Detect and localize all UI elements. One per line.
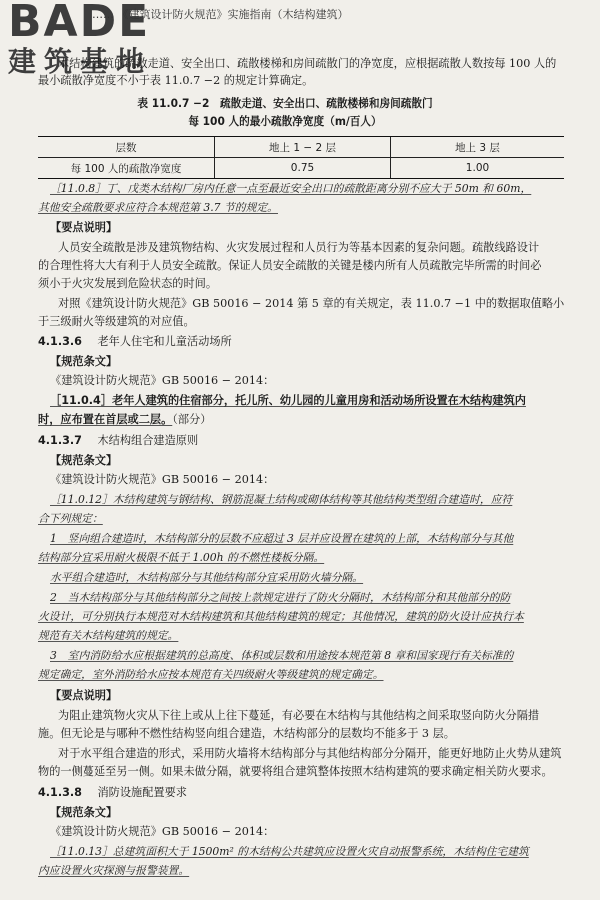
- clause-11-0-13-line-1: ［11.0.13］总建筑面积大于 1500m² 的木结构公共建筑应设置火灾自动报警系统，木结构住宅建筑: [50, 845, 529, 858]
- spec-clause-heading: 【规范条文】: [50, 806, 118, 819]
- clause-item-1: 1 竖向组合建造时，木结构部分的层数不应超过 3 层并应设置在建筑的上部，木结构部分与其他: [50, 532, 514, 545]
- paragraph-line: 为阻止建筑物火灾从下往上或从上往下蔓延，有必要在木结构与其他结构之间采取竖向防火分隔措: [58, 709, 540, 722]
- spec-clause-heading: 【规范条文】: [50, 355, 118, 368]
- table-cell: 0.75: [215, 158, 391, 179]
- table-cell: 每 100 人的疏散净宽度: [38, 158, 215, 179]
- clause-11-0-8-line-2: 其他安全疏散要求应符合本规范第 3.7 节的规定。: [38, 201, 278, 214]
- watermark-chinese: 建筑基地: [8, 45, 153, 78]
- paragraph-line: 人员安全疏散是涉及建筑物结构、火灾发展过程和人员行为等基本因素的复杂问题。疏散线路设计: [58, 241, 540, 254]
- clause-item-3: 3 室内消防给水应根据建筑的总高度、体积或层数和用途按本规范第 8 章和国家现行有关标准的: [50, 649, 514, 662]
- section-heading-4-1-3-6: [38, 334, 232, 350]
- section-title: 老年人住宅和儿童活动场所: [97, 335, 232, 348]
- running-header: …… 《建筑设计防火规范》实施指南（木结构建筑）: [92, 8, 349, 21]
- key-points-heading: 【要点说明】: [50, 221, 118, 234]
- table-header-cell: 层数: [38, 137, 215, 158]
- section-heading-4-1-3-8: [38, 785, 187, 801]
- paragraph-line: 对于水平组合建造的形式，采用防火墙将木结构部分与其他结构部分分隔开，能更好地防止火势从建筑: [58, 747, 562, 760]
- spec-source: 《建筑设计防火规范》GB 50016 − 2014：: [50, 825, 275, 838]
- clause-11-0-4-line-2: 时，应布置在首层或二层。（部分）: [38, 413, 212, 426]
- intro-line-1: 木结构建筑的疏散走道、安全出口、疏散楼梯和房间疏散门的净宽度，应根据疏散人数按每 100 人的: [58, 57, 557, 70]
- clause-item-1-horizontal: 水平组合建造时，木结构部分与其他结构部分宜采用防火墙分隔。: [50, 571, 364, 584]
- clause-item-3-cont: 规定确定，室外消防给水应按本规范有关四级耐火等级建筑的规定确定。: [38, 668, 384, 681]
- paragraph-line: 对照《建筑设计防火规范》GB 50016 − 2014 第 5 章的有关规定，表 11.0.7 −1 中的数据取值略小: [58, 297, 565, 310]
- table-cell: 1.00: [391, 158, 565, 179]
- paragraph-line: 的合理性将大大有利于人员安全疏散。保证人员安全疏散的关键是楼内所有人员疏散完毕所需的时间必: [38, 259, 542, 272]
- paragraph-line: 须小于火灾发展到危险状态的时间。: [38, 277, 218, 290]
- clause-item-2: 2 当木结构部分与其他结构部分之间按上款规定进行了防火分隔时，木结构部分和其他部分的防: [50, 591, 511, 604]
- section-heading-4-1-3-7: [38, 433, 198, 449]
- table-title-1: 表 11.0.7 −2 疏散走道、安全出口、疏散楼梯和房间疏散门: [137, 97, 433, 110]
- clause-item-1-cont: 结构部分宜采用耐火极限不低于 1.00h 的不燃性楼板分隔。: [38, 551, 325, 564]
- evacuation-width-table: [38, 136, 564, 179]
- table-header-cell: 地上 3 层: [391, 137, 565, 158]
- table-header-row: [38, 137, 564, 158]
- clause-item-2-cont: 火设计，可分别执行本规范对木结构建筑和其他结构建筑的规定；其他情况，建筑的防火设计应执行本: [38, 610, 524, 623]
- spec-source: 《建筑设计防火规范》GB 50016 − 2014：: [50, 473, 275, 486]
- clause-11-0-12-line-1: ［11.0.12］木结构建筑与钢结构、钢筋混凝土结构或砌体结构等其他结构类型组合建造时，应符: [50, 493, 513, 506]
- spec-source: 《建筑设计防火规范》GB 50016 − 2014：: [50, 374, 275, 387]
- clause-item-2-cont: 规范有关木结构建筑的规定。: [38, 629, 179, 642]
- clause-11-0-8-line-1: ［11.0.8］丁、戊类木结构厂房内任意一点至最近安全出口的疏散距离分别不应大于 50m 和 60m，: [50, 182, 532, 195]
- section-number: 4.1.3.7: [38, 434, 82, 447]
- clause-11-0-13-line-2: 内应设置火灾探测与报警装置。: [38, 864, 190, 877]
- key-points-heading: 【要点说明】: [50, 689, 118, 702]
- spec-clause-heading: 【规范条文】: [50, 454, 118, 467]
- section-title: 消防设施配置要求: [97, 786, 187, 799]
- clause-11-0-4-line-1: ［11.0.4］老年人建筑的住宿部分，托儿所、幼儿园的儿童用房和活动场所设置在木结构建筑内: [50, 394, 526, 407]
- section-number: 4.1.3.8: [38, 786, 82, 799]
- clause-11-0-12-line-2: 合下列规定：: [38, 512, 103, 525]
- paragraph-line: 于三级耐火等级建筑的对应值。: [38, 315, 195, 328]
- paragraph-line: 施。但无论是与哪种不燃性结构竖向组合建造，木结构部分的层数均不能多于 3 层。: [38, 727, 455, 740]
- section-title: 木结构组合建造原则: [97, 434, 199, 447]
- intro-line-2: 最小疏散净宽度不小于表 11.0.7 −2 的规定计算确定。: [38, 74, 314, 87]
- table-header-cell: 地上 1 − 2 层: [215, 137, 391, 158]
- table-title-2: 每 100 人的最小疏散净宽度（m/百人）: [188, 115, 382, 128]
- watermark-brand: BADE: [8, 0, 151, 47]
- section-number: 4.1.3.6: [38, 335, 82, 348]
- paragraph-line: 物的一侧蔓延至另一侧。如果未做分隔，就要将组合建筑整体按照木结构建筑的要求确定相关防火要求。: [38, 765, 553, 778]
- table-row: [38, 158, 564, 179]
